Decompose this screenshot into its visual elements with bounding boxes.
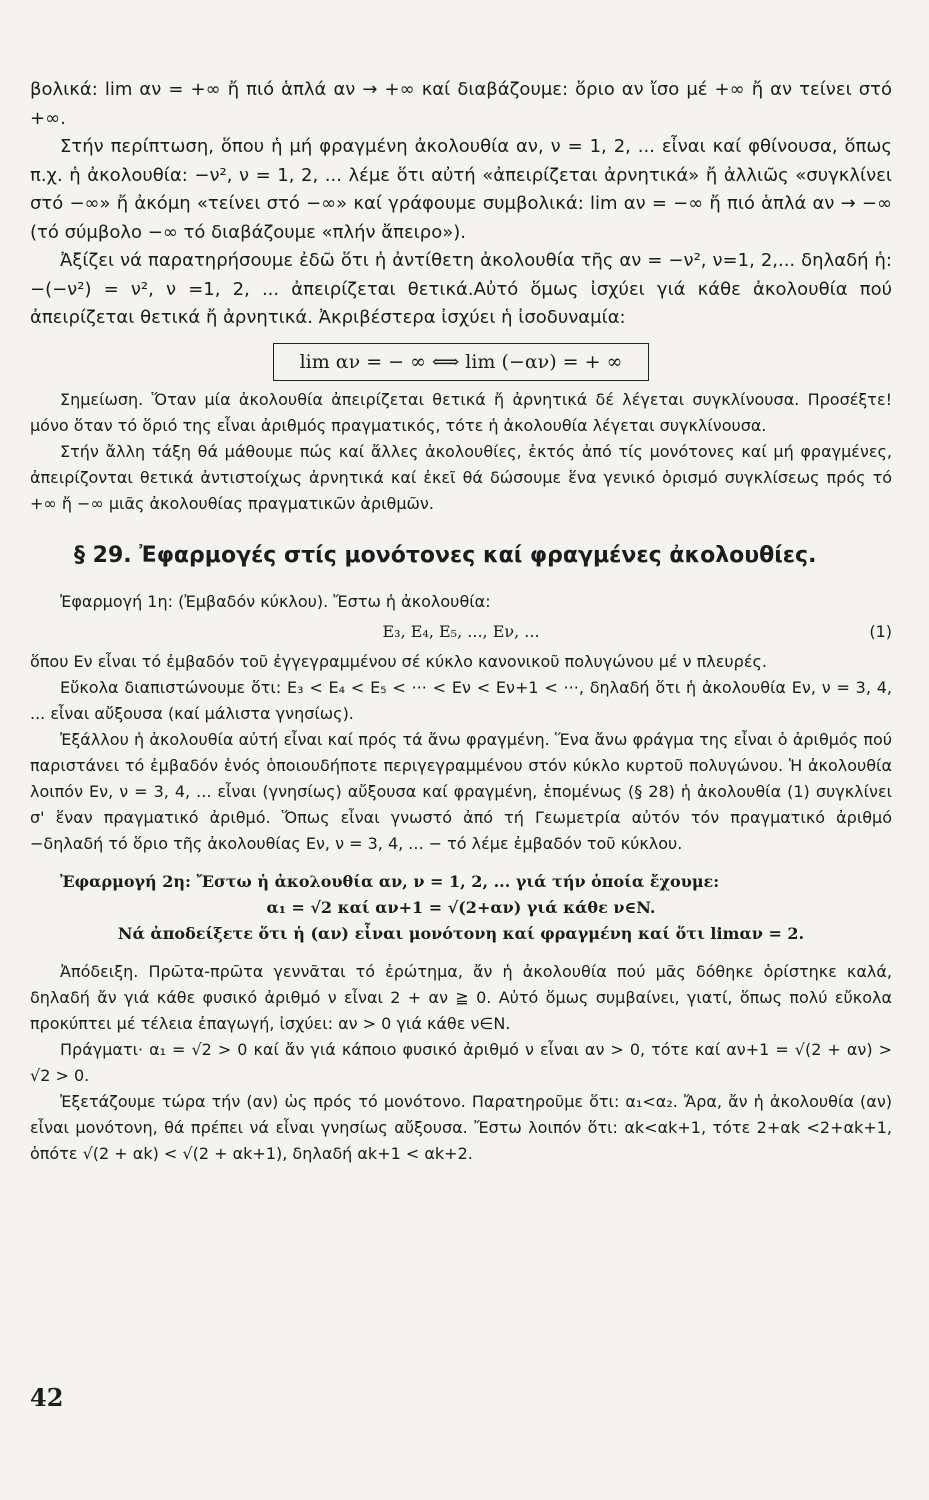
application1-sequence-row (30, 619, 892, 645)
paragraph-opposite-sequence: Ἀξίζει νά παρατηρήσουμε ἐδῶ ὅτι ἡ ἀντίθετη ἀκολουθία τῆς αν = −ν², ν=1, 2,... δηλαδή ἡ: −(−ν²) = ν², ν =1, 2, ... ἀπειρίζεται θετικά.Αὐτό ὅμως ἰσχύει γιά κάθε ἀκολουθία πού ἀπειρίζεται θετικά ἤ ἀρνητικά. Ἀκριβέστερα ἰσχύει ἡ ἰσοδυναμία: (30, 250, 892, 328)
application1-intro: Ἐφαρμογή 1η: (Ἐμβαδόν κύκλου). Ἔστω ἡ ἀκολουθία: (60, 592, 491, 611)
paragraph-other-sequences: Στήν ἄλλη τάξη θά μάθουμε πώς καί ἄλλες ἀκολουθίες, ἐκτός ἀπό τίς μονότονες καί μή φραγμένες, ἀπειρίζονται θετικά ἀντιστοίχως ἀρνητικά καί ἐκεῖ θά δώσουμε ἕνα γενικό ὁρισμό συγκλίσεως πρός τό +∞ ἤ −∞ μιᾶς ἀκολουθίας πραγματικῶν ἀριθμῶν. (30, 442, 892, 513)
boxed-equivalence (30, 343, 892, 382)
application2-equation: α₁ = √2 καί αν+1 = √(2+αν) γιά κάθε ν∈N. (266, 898, 656, 917)
note-paragraph: Σημείωση. Ὅταν μία ἀκολουθία ἀπειρίζεται θετικά ἤ ἀρνητικά δέ λέγεται συγκλίνουσα. Προσέξτε! μόνο ὅταν τό ὅριό της εἶναι ἀριθμός πραγματικός, τότε ἡ ἀκολουθία λέγεται συγκλίνουσα. (30, 390, 892, 435)
page-content (30, 76, 892, 1167)
proof-paragraph-3: Ἐξετάζουμε τώρα τήν (αν) ὡς πρός τό μονότονο. Παρατηροῦμε ὅτι: α₁<α₂. Ἄρα, ἄν ἡ ἀκολουθία (αν) εἶναι μονότονη, θά πρέπει νά εἶναι γνησίως αὔξουσα. Ἔστω λοιπόν ὅτι: αk<αk+1, τότε 2+αk <2+αk+1, ὁπότε √(2 + αk) < √(2 + αk+1), δηλαδή αk+1 < αk+2. (30, 1092, 892, 1163)
proof-paragraph-1: Ἀπόδειξη. Πρῶτα-πρῶτα γεννᾶται τό ἐρώτημα, ἄν ἡ ἀκολουθία πού μᾶς δόθηκε ὁρίστηκε καλά, δηλαδή ἄν γιά κάθε φυσικό ἀριθμό ν εἶναι 2 + αν ≧ 0. Αὐτό ὅμως συμβαίνει, γιατί, ὅπως πολύ εὔκολα προκύπτει μέ τέλεια ἐπαγωγή, ἰσχύει: αν > 0 γιά κάθε ν∈N. (30, 962, 892, 1033)
application2-statement: Νά ἀποδείξετε ὅτι ἡ (αν) εἶναι μονότονη καί φραγμένη καί ὅτι limαν = 2. (117, 924, 805, 943)
equivalence-equation: lim αν = − ∞ ⟺ lim (−αν) = + ∞ (273, 343, 650, 382)
application2-intro: Ἐφαρμογή 2η: Ἔστω ἡ ἀκολουθία αν, ν = 1, 2, ... γιά τήν ὁποία ἔχουμε: (60, 872, 720, 891)
application1-increasing: Εὔκολα διαπιστώνουμε ὅτι: E₃ < E₄ < E₅ < ··· < Eν < Eν+1 < ···, δηλαδή ὅτι ἡ ἀκολουθία Eν, ν = 3, 4, ... εἶναι αὔξουσα (καί μάλιστα γνησίως). (30, 678, 892, 723)
paragraph-negative-infinity: Στήν περίπτωση, ὅπου ἡ μή φραγμένη ἀκολουθία αν, ν = 1, 2, ... εἶναι καί φθίνουσα, ὅπως π.χ. ἡ ἀκολουθία: −ν², ν = 1, 2, ... λέμε ὅτι αὐτή «ἀπειρίζεται ἀρνητικά» ἤ ἀλλιῶς «συγκλίνει στό −∞» ἤ ἀκόμη «τείνει στό −∞» καί γράφουμε συμβολικά: lim αν = −∞ ἤ πιό ἁπλά αν → −∞ (τό σύμβολο −∞ τό διαβάζουμε «πλήν ἄπειρο»). (30, 136, 892, 243)
page-number: 42 (30, 1383, 64, 1412)
equation-number: (1) (869, 622, 892, 641)
application1-sequence: E₃, E₄, E₅, ..., Eν, ... (382, 622, 540, 641)
section-heading: § 29. Ἐφαρμογές στίς μονότονες καί φραγμένες ἀκολουθίες. (74, 543, 817, 568)
proof-paragraph-2: Πράγματι· α₁ = √2 > 0 καί ἄν γιά κάποιο φυσικό ἀριθμό ν εἶναι αν > 0, τότε καί αν+1 = √(2 + αν) > √2 > 0. (30, 1040, 892, 1085)
application1-definition: ὅπου Eν εἶναι τό ἐμβαδόν τοῦ ἐγγεγραμμένου σέ κύκλο κανονικοῦ πολυγώνου μέ ν πλευρές. (30, 652, 767, 671)
application1-bounded: Ἐξάλλου ἡ ἀκολουθία αὐτή εἶναι καί πρός τά ἄνω φραγμένη. Ἕνα ἄνω φράγμα της εἶναι ὁ ἀριθμός πού παριστάνει τό ἐμβαδόν ἑνός ὁποιουδήποτε περιγεγραμμένου στόν κύκλο κυρτοῦ πολυγώνου. Ἡ ἀκολουθία λοιπόν Eν, ν = 3, 4, ... εἶναι (γνησίως) αὔξουσα καί φραγμένη, ἑπομένως (§ 28) ἡ ἀκολουθία (1) συγκλίνει σ' ἕναν πραγματικό ἀριθμό. Ὅπως εἶναι γνωστό ἀπό τή Γεωμετρία αὐτόν τόν πραγματικό ἀριθμό −δηλαδή τό ὅριο τῆς ἀκολουθίας Eν, ν = 3, 4, ... − τό λέμε ἐμβαδόν τοῦ κύκλου. (30, 730, 892, 853)
paragraph-limit-definition: βολικά: lim αν = +∞ ἤ πιό ἁπλά αν → +∞ καί διαβάζουμε: ὅριο αν ἴσο μέ +∞ ἤ αν τείνει στό +∞. (30, 79, 892, 129)
